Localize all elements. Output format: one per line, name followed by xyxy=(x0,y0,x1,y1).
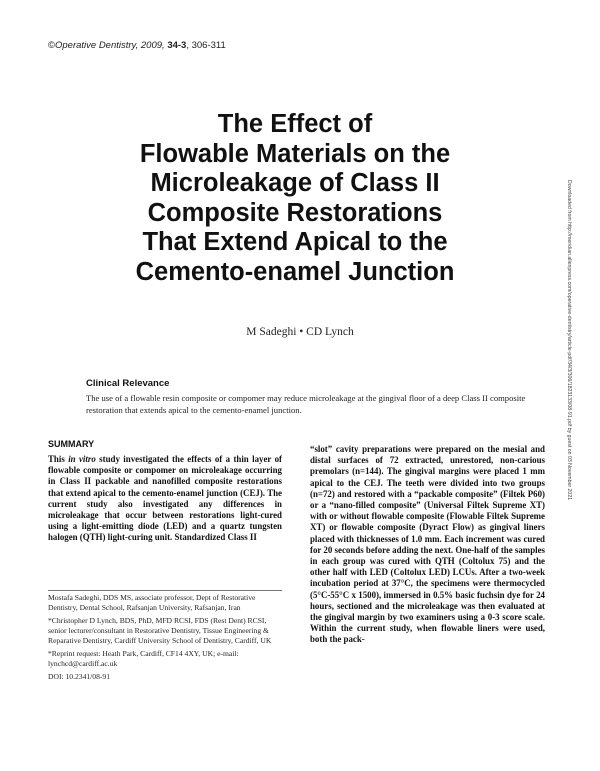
footnote: *Christopher D Lynch, BDS, PhD, MFD RCSI, FDS (Rest Dent) RCSI, senior lecturer/consultant in Restorative Dentistry, Tissue Engineering & Reparative Dentistry, Cardiff University School of Dentistry, Cardiff, UK xyxy=(48,616,272,645)
author-footnotes xyxy=(48,593,282,685)
journal-name: Operative Dentistry xyxy=(55,40,136,51)
authors: M Sadeghi • CD Lynch xyxy=(246,326,354,338)
title-line: Composite Restorations xyxy=(147,198,443,227)
summary-body: study investigated the effects of a thin layer of flowable composite or compomer on microleakage occurring in Class II packable and nanofilled composite restorations that extend apical to the cemento-enamel junction (CEJ). The current study also investigated any differences in microleakage that occur between restorations light-cured using a light-emitting diode (LED) and a quartz tungsten halogen (QTH) light-curing unit. Standardized Class II xyxy=(48,454,283,543)
journal-pages: , 306-311 xyxy=(186,40,226,51)
clinical-relevance-heading: Clinical Relevance xyxy=(86,378,170,389)
download-watermark-text: Downloaded from http://meridian.allenpress.com/operative-dentistry/article-pdf/34/3/306/1823133/08-91.pdf by guest on 03 November 2021 xyxy=(566,180,572,501)
clinical-relevance-text: The use of a flowable resin composite or compomer may reduce microleakage at the gingival floor of a deep Class II composite restoration that extends apical to the cemento-enamel junction. xyxy=(86,393,526,415)
article-title xyxy=(60,110,530,287)
summary-intro-italic: in vitro xyxy=(68,454,96,464)
title-line: The Effect of xyxy=(217,110,373,138)
title-line: Flowable Materials on the xyxy=(139,139,451,168)
footnote: *Reprint request: Heath Park, Cardiff, CF14 4XY, UK; e-mail: lynchcd@cardiff.ac.uk xyxy=(48,649,239,668)
copyright-symbol: © xyxy=(48,40,55,51)
title-line: That Extend Apical to the xyxy=(142,228,448,256)
journal-citation xyxy=(48,40,226,51)
title-line: Cemento-enamel Junction xyxy=(135,257,455,286)
journal-volume: 34-3 xyxy=(167,40,187,51)
summary-text xyxy=(48,454,282,544)
summary-heading: SUMMARY xyxy=(48,439,95,449)
body-text-right-column: “slot” cavity preparations were prepared on the mesial and distal surfaces of 72 extracted, unrestored, non-carious premolars (n=144). The gingival margins were placed 1 mm apical to the CEJ. The teeth were divided into two groups (n=72) and restored with a “packable composite” (Filtek P60) or a “nano-filled composite” (Universal Filtek Supreme XT) with or without flowable composite (Flowable Filtek Supreme XT) or flowable composite (Dyract Flow) as gingival liners placed with thicknesses of 1.0 mm. Each increment was cured for 20 seconds before adding the next. One-half of the samples in each group was cured with QTH (Coltolux 75) and the other half with LED (Coltolux LED) LCUs. After a two-week incubation period at 37°C, the specimens were thermocycled (5°C-55°C x 1500), immersed in 0.5% basic fuchsin dye for 24 hours, sectioned and the microleakage was then evaluated at the gingival margin by two examiners using a 0-3 score scale. Within the current study, when flowable liners were used, both the pack- xyxy=(310,444,545,645)
title-line: Microleakage of Class II xyxy=(150,169,440,197)
summary-intro: This xyxy=(48,454,69,464)
journal-year: , 2009, xyxy=(135,40,165,51)
footnote-divider xyxy=(48,590,282,591)
doi: DOI: 10.2341/08-91 xyxy=(48,672,111,681)
download-watermark xyxy=(562,180,574,600)
footnote: Mostafa Sadeghi, DDS MS, associate professor, Dept of Restorative Dentistry, Dental School, Rafsanjan University, Rafsanjan, Iran xyxy=(48,593,256,612)
